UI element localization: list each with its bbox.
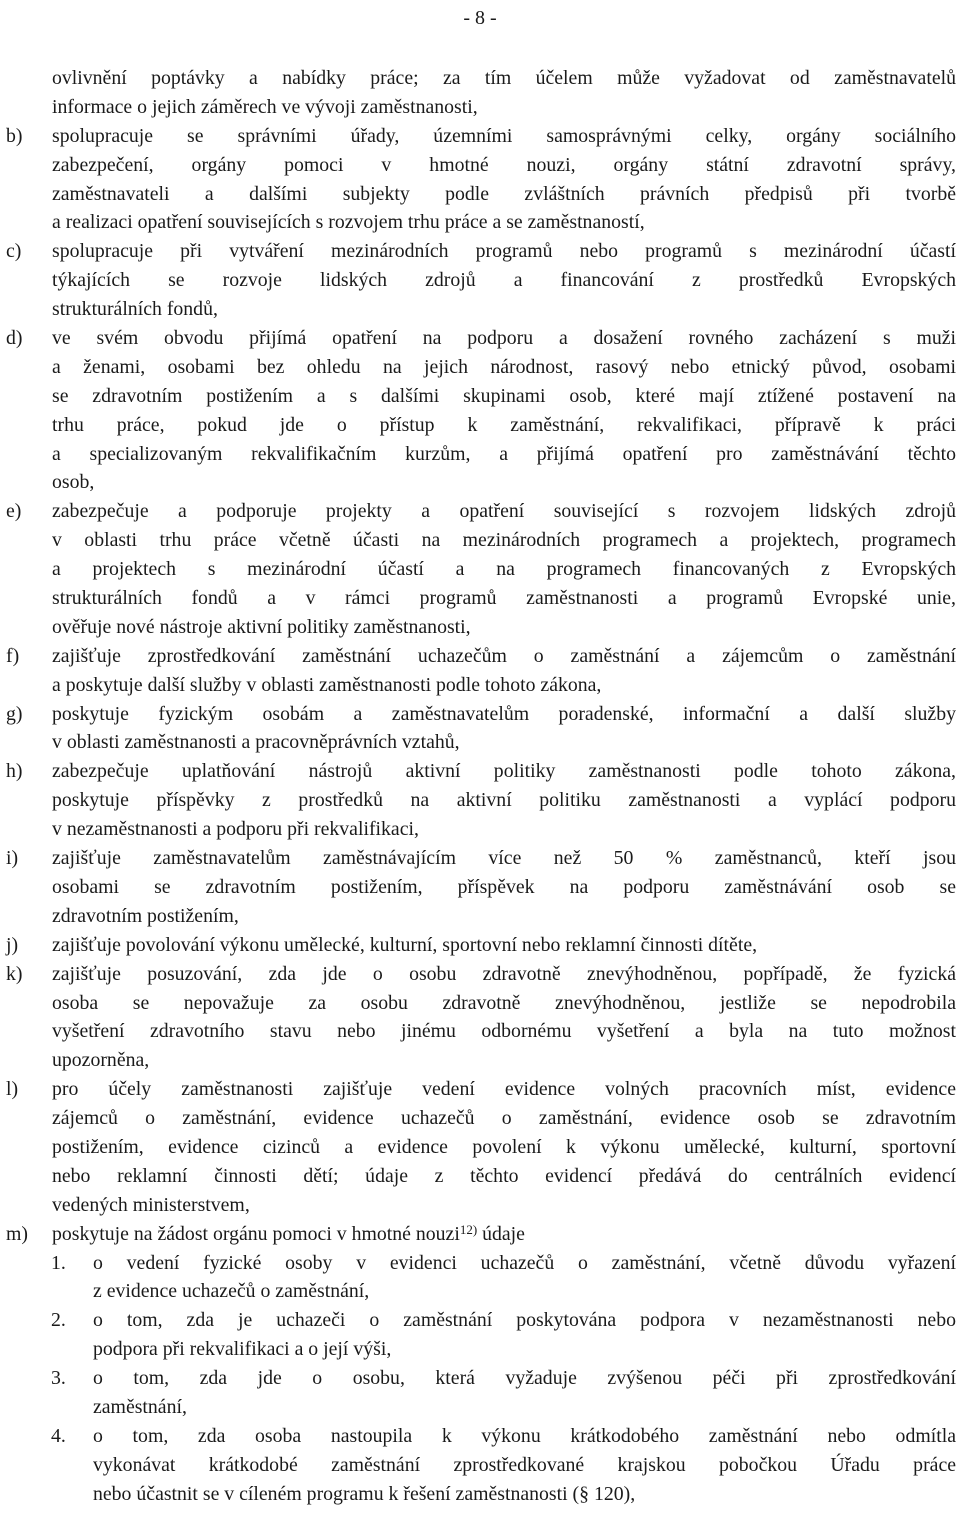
text-line [6,989,956,1018]
line-text [52,728,956,757]
line-text [52,180,956,209]
line-text-content: postižením, evidence cizinců a evidence povolení k výkonu umělecké, kulturní, sportovní [52,1135,956,1158]
line-text-content: poskytuje fyzickým osobám a zaměstnavatelům poradenské, informační a další služby [52,702,956,725]
line-text [52,1075,956,1104]
text-line [6,468,956,497]
line-text-content: ve svém obvodu přijímá opatření na podporu a dosažení rovného zacházení s muži [52,327,956,350]
line-text-content: osob, [52,471,95,494]
line-text-content: strukturálních fondů a v rámci programů zaměstnanosti a programů Evropské unie, [52,587,956,610]
document-body [6,64,956,1509]
text-line [6,1451,956,1480]
text-line [6,1191,956,1220]
text-line [6,555,956,584]
line-text-content: poskytuje příspěvky z prostředků na aktivní politiku zaměstnanosti a vyplácí podporu [52,789,956,812]
text-line [6,440,956,469]
text-line [6,700,956,729]
sub-item-number: 3. [51,1367,66,1390]
text-line [6,151,956,180]
text-line [6,180,956,209]
line-text [93,1277,956,1306]
text-line [6,295,956,324]
line-text [52,1046,956,1075]
line-text [52,411,956,440]
line-text-continuation: údaje [477,1222,525,1245]
text-line [6,382,956,411]
line-text [52,815,956,844]
line-text [93,1393,956,1422]
line-text-content: vyšetření zdravotního stavu nebo jinému odbornému vyšetření a byla na tuto možnost [52,1020,956,1043]
line-text [52,353,956,382]
line-text [52,237,956,266]
text-line [6,1162,956,1191]
text-line [6,1306,956,1335]
line-text [52,151,956,180]
line-text-content: zdravotním postižením, [52,904,239,927]
line-text [52,700,956,729]
line-text-content: informace o jejich záměrech ve vývoji zaměstnanosti, [52,95,478,118]
line-text [52,555,956,584]
line-text [52,989,956,1018]
line-text-content: v oblasti zaměstnanosti a pracovněprávních vztahů, [52,731,460,754]
line-text [93,1335,956,1364]
line-text-content: vykonávat krátkodobé zaměstnání zprostředkované krajskou pobočkou Úřadu práce [93,1453,956,1476]
line-text-content: týkajících se rozvoje lidských zdrojů a financování z prostředků Evropských [52,269,956,292]
list-item-label: f) [6,644,20,667]
line-text-content: a specializovaným rekvalifikačním kurzům, a přijímá opatření pro zaměstnávání těchto [52,442,956,465]
text-line [6,960,956,989]
list-item-label: e) [6,500,22,523]
line-text-content: strukturálních fondů, [52,298,218,321]
line-text [52,786,956,815]
text-line [6,122,956,151]
line-text [52,584,956,613]
text-line [6,1480,956,1509]
text-line [6,1017,956,1046]
line-text-content: zajišťuje zaměstnavatelům zaměstnávajícím více než 50 % zaměstnanců, kteří jsou [52,847,956,870]
line-text [52,1017,956,1046]
line-text-content: o tom, zda jde o osobu, která vyžaduje zvýšenou péči při zprostředkování [93,1367,956,1390]
line-text-content: zajišťuje posuzování, zda jde o osobu zdravotně znevýhodněnou, popřípadě, že fyzická [52,962,956,985]
line-text [52,440,956,469]
line-text [93,1249,956,1278]
line-text-content: o vedení fyzické osoby v evidenci uchazečů o zaměstnání, včetně důvodu vyřazení [93,1251,956,1274]
line-text [52,960,956,989]
text-line [6,1104,956,1133]
line-text-content: o tom, zda je uchazeči o zaměstnání poskytována podpora v nezaměstnanosti nebo [93,1309,956,1332]
line-text-content: zaměstnavateli a dalšími subjekty podle zvláštních právních předpisů při tvorbě [52,182,956,205]
text-line [6,1220,956,1249]
line-text [52,902,956,931]
line-text [52,873,956,902]
line-text [52,1220,956,1249]
line-text [52,266,956,295]
text-line [6,266,956,295]
text-line [6,1046,956,1075]
sub-item-number: 2. [51,1309,66,1332]
list-item-label: k) [6,962,23,985]
line-text-content: nebo účastnit se v cíleném programu k řešení zaměstnanosti (§ 120), [93,1482,636,1505]
line-text-content: zajišťuje povolování výkonu umělecké, kulturní, sportovní nebo reklamní činnosti dítěte, [52,933,758,956]
line-text [52,64,956,93]
list-item-label: l) [6,1078,19,1101]
line-text-content: podpora při rekvalifikaci a o její výši, [93,1338,392,1361]
line-text [52,382,956,411]
sub-item-number: 1. [51,1251,66,1274]
text-line [6,613,956,642]
line-text-content: zaměstnání, [93,1395,187,1418]
line-text [52,1191,956,1220]
line-text-content: v nezaměstnanosti a podporu při rekvalifikaci, [52,818,419,841]
line-text [52,497,956,526]
line-text-content: v oblasti trhu práce včetně účasti na mezinárodních programech a projektech, programech [52,529,956,552]
line-text [52,1133,956,1162]
line-text [52,295,956,324]
text-line [6,497,956,526]
list-item-label: d) [6,327,23,350]
line-text-content: trhu práce, pokud jde o přístup k zaměstnání, rekvalifikaci, přípravě k práci [52,413,956,436]
line-text-content: a ženami, osobami bez ohledu na jejich národnost, rasový nebo etnický původ, osobami [52,355,956,378]
text-line [6,1422,956,1451]
line-text-content: vedených ministerstvem, [52,1193,250,1216]
text-line [6,844,956,873]
list-item-label: g) [6,702,23,725]
line-text [93,1422,956,1451]
line-text-content: zajišťuje zprostředkování zaměstnání uchazečům o zaměstnání a zájemcům o zaměstnání [52,644,956,667]
line-text-content: nebo reklamní činnosti dětí; údaje z těchto evidencí předává do centrálních evidencí [52,1164,956,1187]
text-line [6,1364,956,1393]
text-line [6,526,956,555]
line-text-content: z evidence uchazečů o zaměstnání, [93,1280,370,1303]
list-item-label: c) [6,240,22,263]
line-text [52,642,956,671]
text-line [6,873,956,902]
text-line [6,237,956,266]
line-text-content: zabezpečuje uplatňování nástrojů aktivní politiky zaměstnanosti podle tohoto zákona, [52,760,956,783]
text-line [6,1249,956,1278]
text-line [6,1075,956,1104]
text-line [6,1335,956,1364]
line-text-content: a realizaci opatření souvisejících s rozvojem trhu práce a se zaměstnaností, [52,211,645,234]
text-line [6,786,956,815]
list-item-label: j) [6,933,19,956]
list-item-label: m) [6,1222,28,1245]
text-line [6,902,956,931]
line-text-content: ověřuje nové nástroje aktivní politiky zaměstnanosti, [52,615,471,638]
line-text-content: zájemců o zaměstnání, evidence uchazečů o zaměstnání, evidence osob se zdravotním [52,1107,956,1130]
text-line [6,64,956,93]
text-line [6,208,956,237]
line-text-content: spolupracuje při vytváření mezinárodních programů nebo programů s mezinárodní účastí [52,240,956,263]
text-line [6,642,956,671]
line-text [52,122,956,151]
line-text-content: zabezpečení, orgány pomoci v hmotné nouzi, orgány státní zdravotní správy, [52,153,956,176]
text-line [6,1277,956,1306]
line-text-content: pro účely zaměstnanosti zajišťuje vedení evidence volných pracovních míst, evidence [52,1078,956,1101]
text-line [6,411,956,440]
line-text-content: upozorněna, [52,1049,150,1072]
line-text [93,1306,956,1335]
text-line [6,815,956,844]
footnote-reference: 12) [459,1221,478,1237]
line-text [52,468,956,497]
text-line [6,728,956,757]
text-line [6,1393,956,1422]
line-text-content: spolupracuje se správními úřady, územními samosprávnými celky, orgány sociálního [52,124,956,147]
line-text [52,526,956,555]
line-text [93,1480,956,1509]
line-text [52,93,956,122]
line-text [52,324,956,353]
text-line [6,1133,956,1162]
text-line [6,671,956,700]
page-number: - 8 - [463,7,497,29]
line-text-content: poskytuje na žádost orgánu pomoci v hmotné nouzi [52,1222,460,1245]
line-text [52,613,956,642]
list-item-label: i) [6,847,19,870]
line-text-content: o tom, zda osoba nastoupila k výkonu krátkodobého zaměstnání nebo odmítla [93,1424,956,1447]
line-text-content: osobami se zdravotním postižením, příspěvek na podporu zaměstnávání osob se [52,875,956,898]
line-text [52,757,956,786]
line-text-content: a poskytuje další služby v oblasti zaměstnanosti podle tohoto zákona, [52,673,602,696]
line-text [52,208,956,237]
line-text [93,1451,956,1480]
line-text [52,931,956,960]
line-text [52,671,956,700]
text-line [6,757,956,786]
line-text [52,844,956,873]
list-item-label: h) [6,760,23,783]
text-line [6,584,956,613]
text-line [6,931,956,960]
line-text-content: osoba se nepovažuje za osobu zdravotně znevýhodněnou, jestliže se nepodrobila [52,991,956,1014]
line-text-content: ovlivnění poptávky a nabídky práce; za tím účelem může vyžadovat od zaměstnavatelů [52,67,956,89]
text-line [6,353,956,382]
line-text [52,1162,956,1191]
line-text-content: zabezpečuje a podporuje projekty a opatření související s rozvojem lidských zdrojů [52,500,956,523]
sub-item-number: 4. [51,1424,66,1447]
line-text-content: se zdravotním postižením a s dalšími skupinami osob, které mají ztížené postavení na [52,384,956,407]
line-text [52,1104,956,1133]
list-item-label: b) [6,124,23,147]
text-line [6,324,956,353]
text-line [6,93,956,122]
line-text [93,1364,956,1393]
line-text-content: a projektech s mezinárodní účastí a na programech financovaných z Evropských [52,558,956,581]
